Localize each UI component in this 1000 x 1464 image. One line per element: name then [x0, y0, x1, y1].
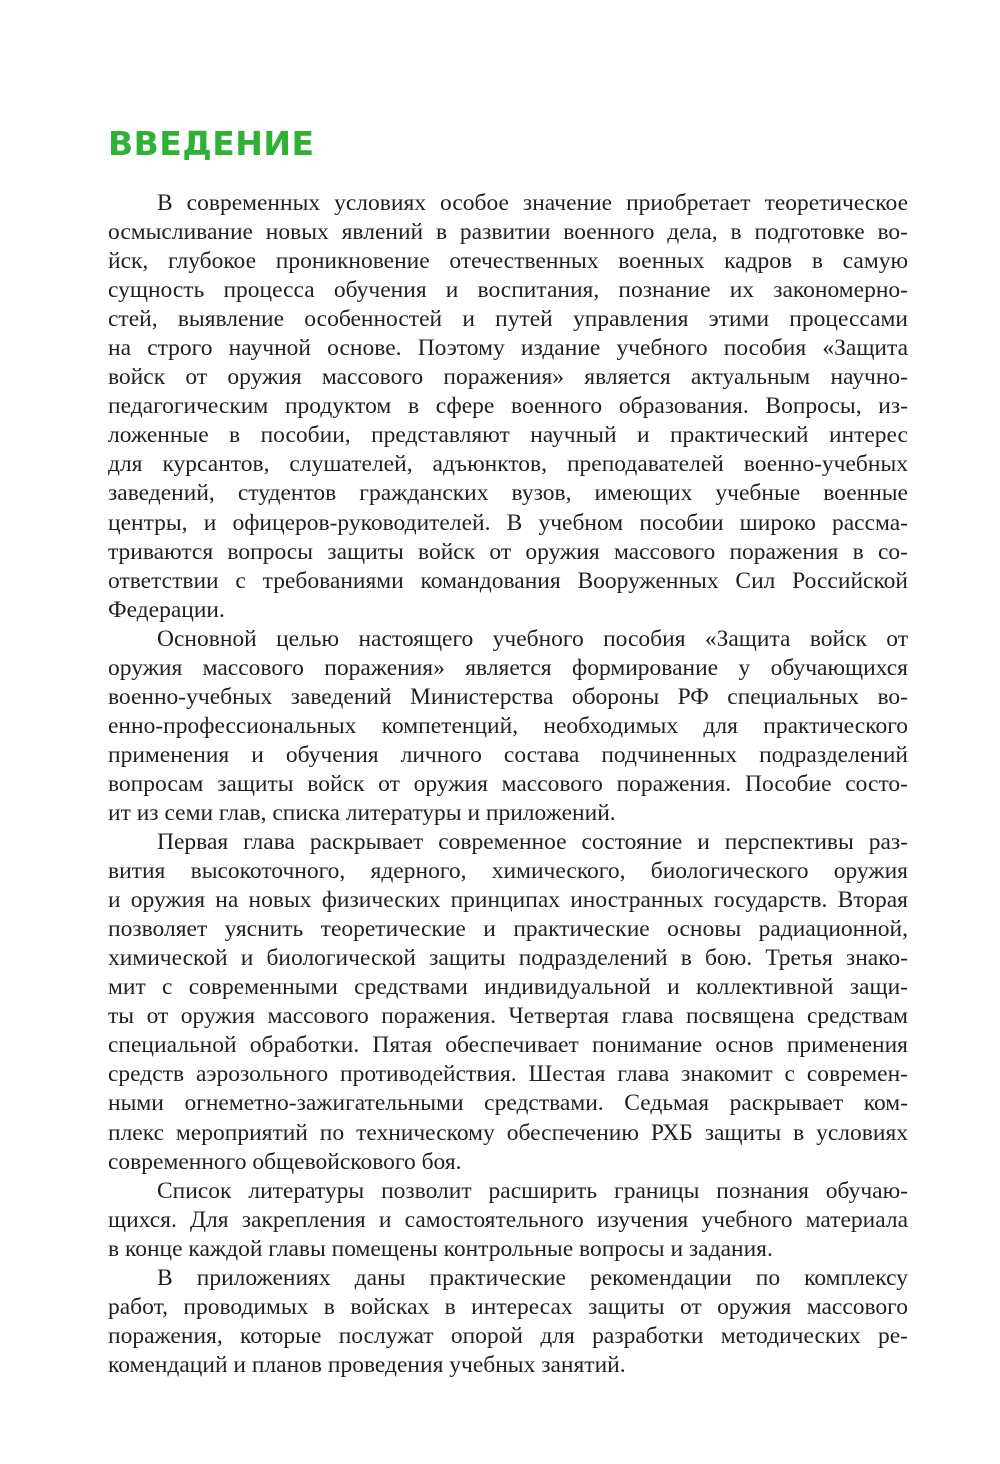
text-line: позволяет уяснить теоретические и практические основы радиационной, — [108, 916, 908, 943]
text-line: работ, проводимых в войсках в интересах защиты от оружия массового — [108, 1293, 908, 1320]
text-line: осмысливание новых явлений в развитии военного дела, в подготовке во- — [108, 219, 908, 246]
text-line: военно-учебных заведений Министерства обороны РФ специальных во- — [108, 683, 908, 710]
text-line: химической и биологической защиты подразделений в бою. Третья знако- — [108, 945, 908, 972]
text-line: ты от оружия массового поражения. Четвертая глава посвящена средствам — [108, 1003, 908, 1030]
text-line: Список литературы позволит расширить границы познания обучаю- — [157, 1177, 908, 1204]
text-line: заведений, студентов гражданских вузов, имеющих учебные военные — [108, 480, 908, 507]
text-line: вопросам защиты войск от оружия массового поражения. Пособие состо- — [108, 770, 908, 797]
text-line: стей, выявление особенностей и путей управления этими процессами — [108, 306, 908, 333]
body-text — [108, 189, 908, 1380]
text-line: специальной обработки. Пятая обеспечивает понимание основ применения — [108, 1032, 908, 1059]
page-title: ВВЕДЕНИЕ — [108, 124, 315, 163]
paragraph — [108, 189, 908, 625]
paragraph — [108, 1177, 908, 1264]
text-line: и оружия на новых физических принципах иностранных государств. Вторая — [108, 887, 908, 914]
text-line: Федерации. — [108, 596, 225, 623]
text-line: педагогическим продуктом в сфере военного образования. Вопросы, из- — [108, 393, 908, 420]
text-line: войск от оружия массового поражения» является актуальным научно- — [108, 364, 908, 391]
text-line: средств аэрозольного противодействия. Шестая глава знакомит с современ- — [108, 1061, 908, 1088]
paragraph — [108, 1264, 908, 1380]
text-line: ит из семи глав, списка литературы и приложений. — [108, 799, 616, 826]
text-line: применения и обучения личного состава подчиненных подразделений — [108, 741, 908, 768]
paragraph — [108, 625, 908, 828]
text-line: на строго научной основе. Поэтому издание учебного пособия «Защита — [108, 335, 908, 362]
text-line: центры, и офицеров-руководителей. В учебном пособии широко рассма- — [108, 509, 908, 536]
text-line: мит с современными средствами индивидуальной и коллективной защи- — [108, 974, 908, 1001]
text-line: йск, глубокое проникновение отечественных военных кадров в самую — [108, 248, 908, 275]
text-line: для курсантов, слушателей, адъюнктов, преподавателей военно-учебных — [108, 451, 908, 478]
paragraph — [108, 828, 908, 1177]
text-line: Основной целью настоящего учебного пособия «Защита войск от — [157, 625, 908, 652]
text-line: ответствии с требованиями командования Вооруженных Сил Российской — [108, 567, 908, 594]
text-line: В приложениях даны практические рекомендации по комплексу — [157, 1264, 908, 1291]
text-line: комендаций и планов проведения учебных занятий. — [108, 1351, 626, 1378]
text-line: щихся. Для закрепления и самостоятельного изучения учебного материала — [108, 1206, 908, 1233]
text-line: в конце каждой главы помещены контрольные вопросы и задания. — [108, 1235, 773, 1262]
text-line: ложенные в пособии, представляют научный и практический интерес — [108, 422, 908, 449]
text-line: В современных условиях особое значение приобретает теоретическое — [157, 190, 908, 216]
text-line: плекс мероприятий по техническому обеспечению РХБ защиты в условиях — [108, 1119, 908, 1146]
text-line: оружия массового поражения» является формирование у обучающихся — [108, 654, 908, 681]
text-line: триваются вопросы защиты войск от оружия массового поражения в со- — [108, 538, 908, 565]
text-line: вития высокоточного, ядерного, химического, биологического оружия — [108, 858, 908, 885]
text-line: современного общевойскового боя. — [108, 1148, 462, 1175]
text-line: енно-профессиональных компетенций, необходимых для практического — [108, 712, 908, 739]
text-line: Первая глава раскрывает современное состояние и перспективы раз- — [157, 829, 908, 856]
text-line: ными огнеметно-зажигательными средствами. Седьмая раскрывает ком- — [108, 1090, 908, 1117]
text-line: поражения, которые послужат опорой для разработки методических ре- — [108, 1322, 908, 1349]
text-line: сущность процесса обучения и воспитания, познание их закономерно- — [108, 277, 908, 304]
